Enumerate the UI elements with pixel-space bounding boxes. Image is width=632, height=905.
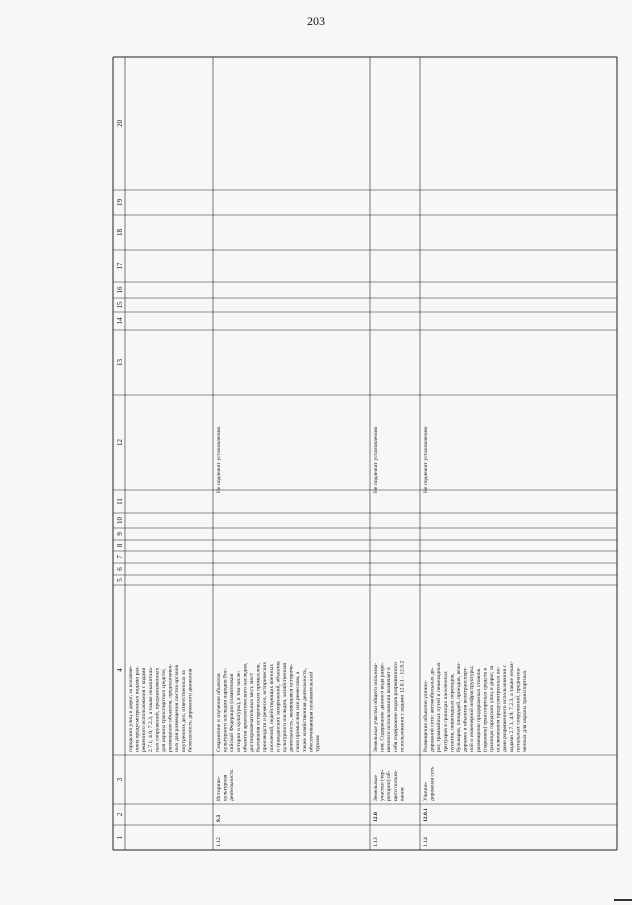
column-header-20: 20 [116, 120, 124, 127]
row-description-line: ским промыслом или ремеслом, а [295, 671, 302, 752]
column-header-4: 4 [116, 668, 124, 672]
row-name-line: вания [399, 787, 406, 801]
column-header-9: 9 [116, 532, 124, 536]
column-header-19: 19 [116, 199, 124, 206]
column-header-12: 12 [116, 439, 124, 446]
row-note: Не подлежит установлению [373, 426, 379, 493]
row-description-line: дами разрешенного использования с [502, 665, 509, 752]
column-header-8: 8 [116, 543, 124, 548]
table-cells [116, 120, 528, 848]
column-header-11: 11 [116, 498, 124, 505]
column-header-14: 14 [116, 317, 124, 325]
row-description-line: (парковок) транспортных средств в [482, 667, 489, 752]
row-name-line: дорожная сеть [429, 766, 436, 801]
row-description-line: размещение объектов, предназначен- [167, 663, 174, 752]
row-description-line: дорожной сети: автомобильных до- [429, 667, 436, 752]
row-description-line: дорожек и объектов велотранспорт- [462, 666, 469, 752]
row-description-line: 2.7.1, 4.9, 7.2.3, а также некапиталь- [147, 666, 154, 752]
row-name-line: Земельные [373, 775, 379, 801]
row-description-line: Сохранение и изучение объектов [216, 673, 222, 752]
row-description-line: рог, трамвайных путей и пешеходных [436, 662, 443, 752]
row-number: 1.13 [373, 837, 379, 847]
row-description-line: производств и ремесел, исторических [262, 661, 269, 752]
row-description-line: объектов археологического наследия, [242, 662, 249, 752]
column-header-5: 5 [116, 578, 124, 582]
row-description-line: нием предусмотренных видами раз- [134, 666, 141, 752]
row-description-line: тротуаров в границах населенных [442, 671, 449, 752]
row-note: Не подлежит установлению [216, 426, 222, 493]
row-description-line: культурного наследия народов Рос- [222, 667, 229, 752]
row-description-line: культурного наследия, хозяйственная [282, 662, 288, 752]
column-header-6: 6 [116, 567, 124, 571]
row-description-line: бульваров, площадей, проездов, вело- [456, 661, 462, 752]
column-header-10: 10 [116, 517, 124, 524]
row-name-line: деятельность [229, 769, 236, 801]
row-description-line: исключением предусмотренных ви- [495, 666, 502, 752]
row-description-line: Размещение объектов улично- [423, 680, 429, 752]
row-description-line: внутренних дел, ответственных за [180, 670, 187, 752]
row-description-line: ных сооружений, предназначенных [154, 667, 161, 752]
row-description-line: ной и инженерной инфраструктуры; [469, 665, 476, 752]
row-description-line: ченных для охраны транспортных [522, 670, 528, 752]
row-code: 9.3 [216, 815, 222, 822]
column-header-18: 18 [116, 229, 124, 236]
column-header-17: 17 [116, 262, 124, 270]
row-description-line: деятельность, являющаяся историче- [288, 663, 295, 752]
column-header-7: 7 [116, 555, 124, 559]
row-description-line: использования с кодами 12.0.1 - 12.0.2 [399, 660, 406, 752]
row-description-line: истории и культуры), в том числе: [235, 670, 242, 752]
row-description-line: Земельные участки общего пользова- [373, 662, 379, 752]
row-description-line: питальных сооружений, предназна- [515, 667, 522, 752]
row-note: Не подлежит установлению [423, 426, 429, 493]
column-header-16: 16 [116, 286, 124, 294]
row-description-line: границах городских улиц и дорог, за [489, 665, 495, 752]
row-description-line: себя содержание видов разрешенного [392, 662, 399, 752]
page-number: 203 [307, 14, 325, 28]
row-name-line: щего пользо- [392, 769, 399, 801]
row-description-line: поселений, недействующих военных [268, 663, 275, 752]
row-description-line: также хозяйственная деятельность, [301, 668, 308, 752]
row-description-line: городских улиц и дорог, за исключе- [128, 665, 134, 752]
row-description-line: ных для размещения постов органов [174, 664, 181, 752]
row-name-line: ритории) об- [386, 770, 393, 801]
row-description-line: решенного использования с кодами [141, 667, 148, 752]
row-number: 1.14 [423, 837, 429, 847]
row-description-line: бытования исторических промыслов, [255, 663, 262, 752]
row-description-line: кодами 2.7.1, 4.9, 7.2.3, а также неках- [508, 661, 515, 752]
row-description-line: сийской Федерации (памятников [229, 673, 236, 752]
row-description-line: безопасность дорожного движения [187, 668, 194, 752]
row-description-line: ния. Содержание данного вида разре- [379, 662, 386, 752]
column-header-13: 13 [116, 359, 124, 366]
row-description-line: туризм [315, 735, 321, 752]
column-header-1: 1 [116, 835, 124, 840]
row-description-line: шенного использования включает в [386, 667, 393, 752]
column-header-3: 3 [116, 777, 124, 782]
scan-mark [614, 899, 632, 901]
row-name-line: Историко- [216, 776, 222, 801]
row-description-line: пунктов, пешеходных переходов, [449, 673, 456, 752]
row-number: 1.12 [216, 837, 222, 847]
column-header-2: 2 [116, 812, 124, 817]
row-description-line: достопримечательных мест, мест [249, 672, 255, 752]
row-description-line: и гражданских захоронений, объектов [275, 661, 282, 752]
row-name-line: участки (тер- [379, 769, 386, 801]
row-description-line: размещение придорожных стоянок [475, 668, 482, 752]
row-code: 12.0.1 [423, 808, 429, 822]
row-name-line: Улично- [423, 781, 429, 801]
column-header-15: 15 [116, 301, 124, 309]
row-description-line: для охраны транспортных средств; [161, 668, 167, 752]
row-description-line: обеспечивающая познавательный [308, 671, 315, 752]
row-name-line: культурная [222, 774, 229, 801]
row-code: 12.0 [373, 812, 379, 822]
